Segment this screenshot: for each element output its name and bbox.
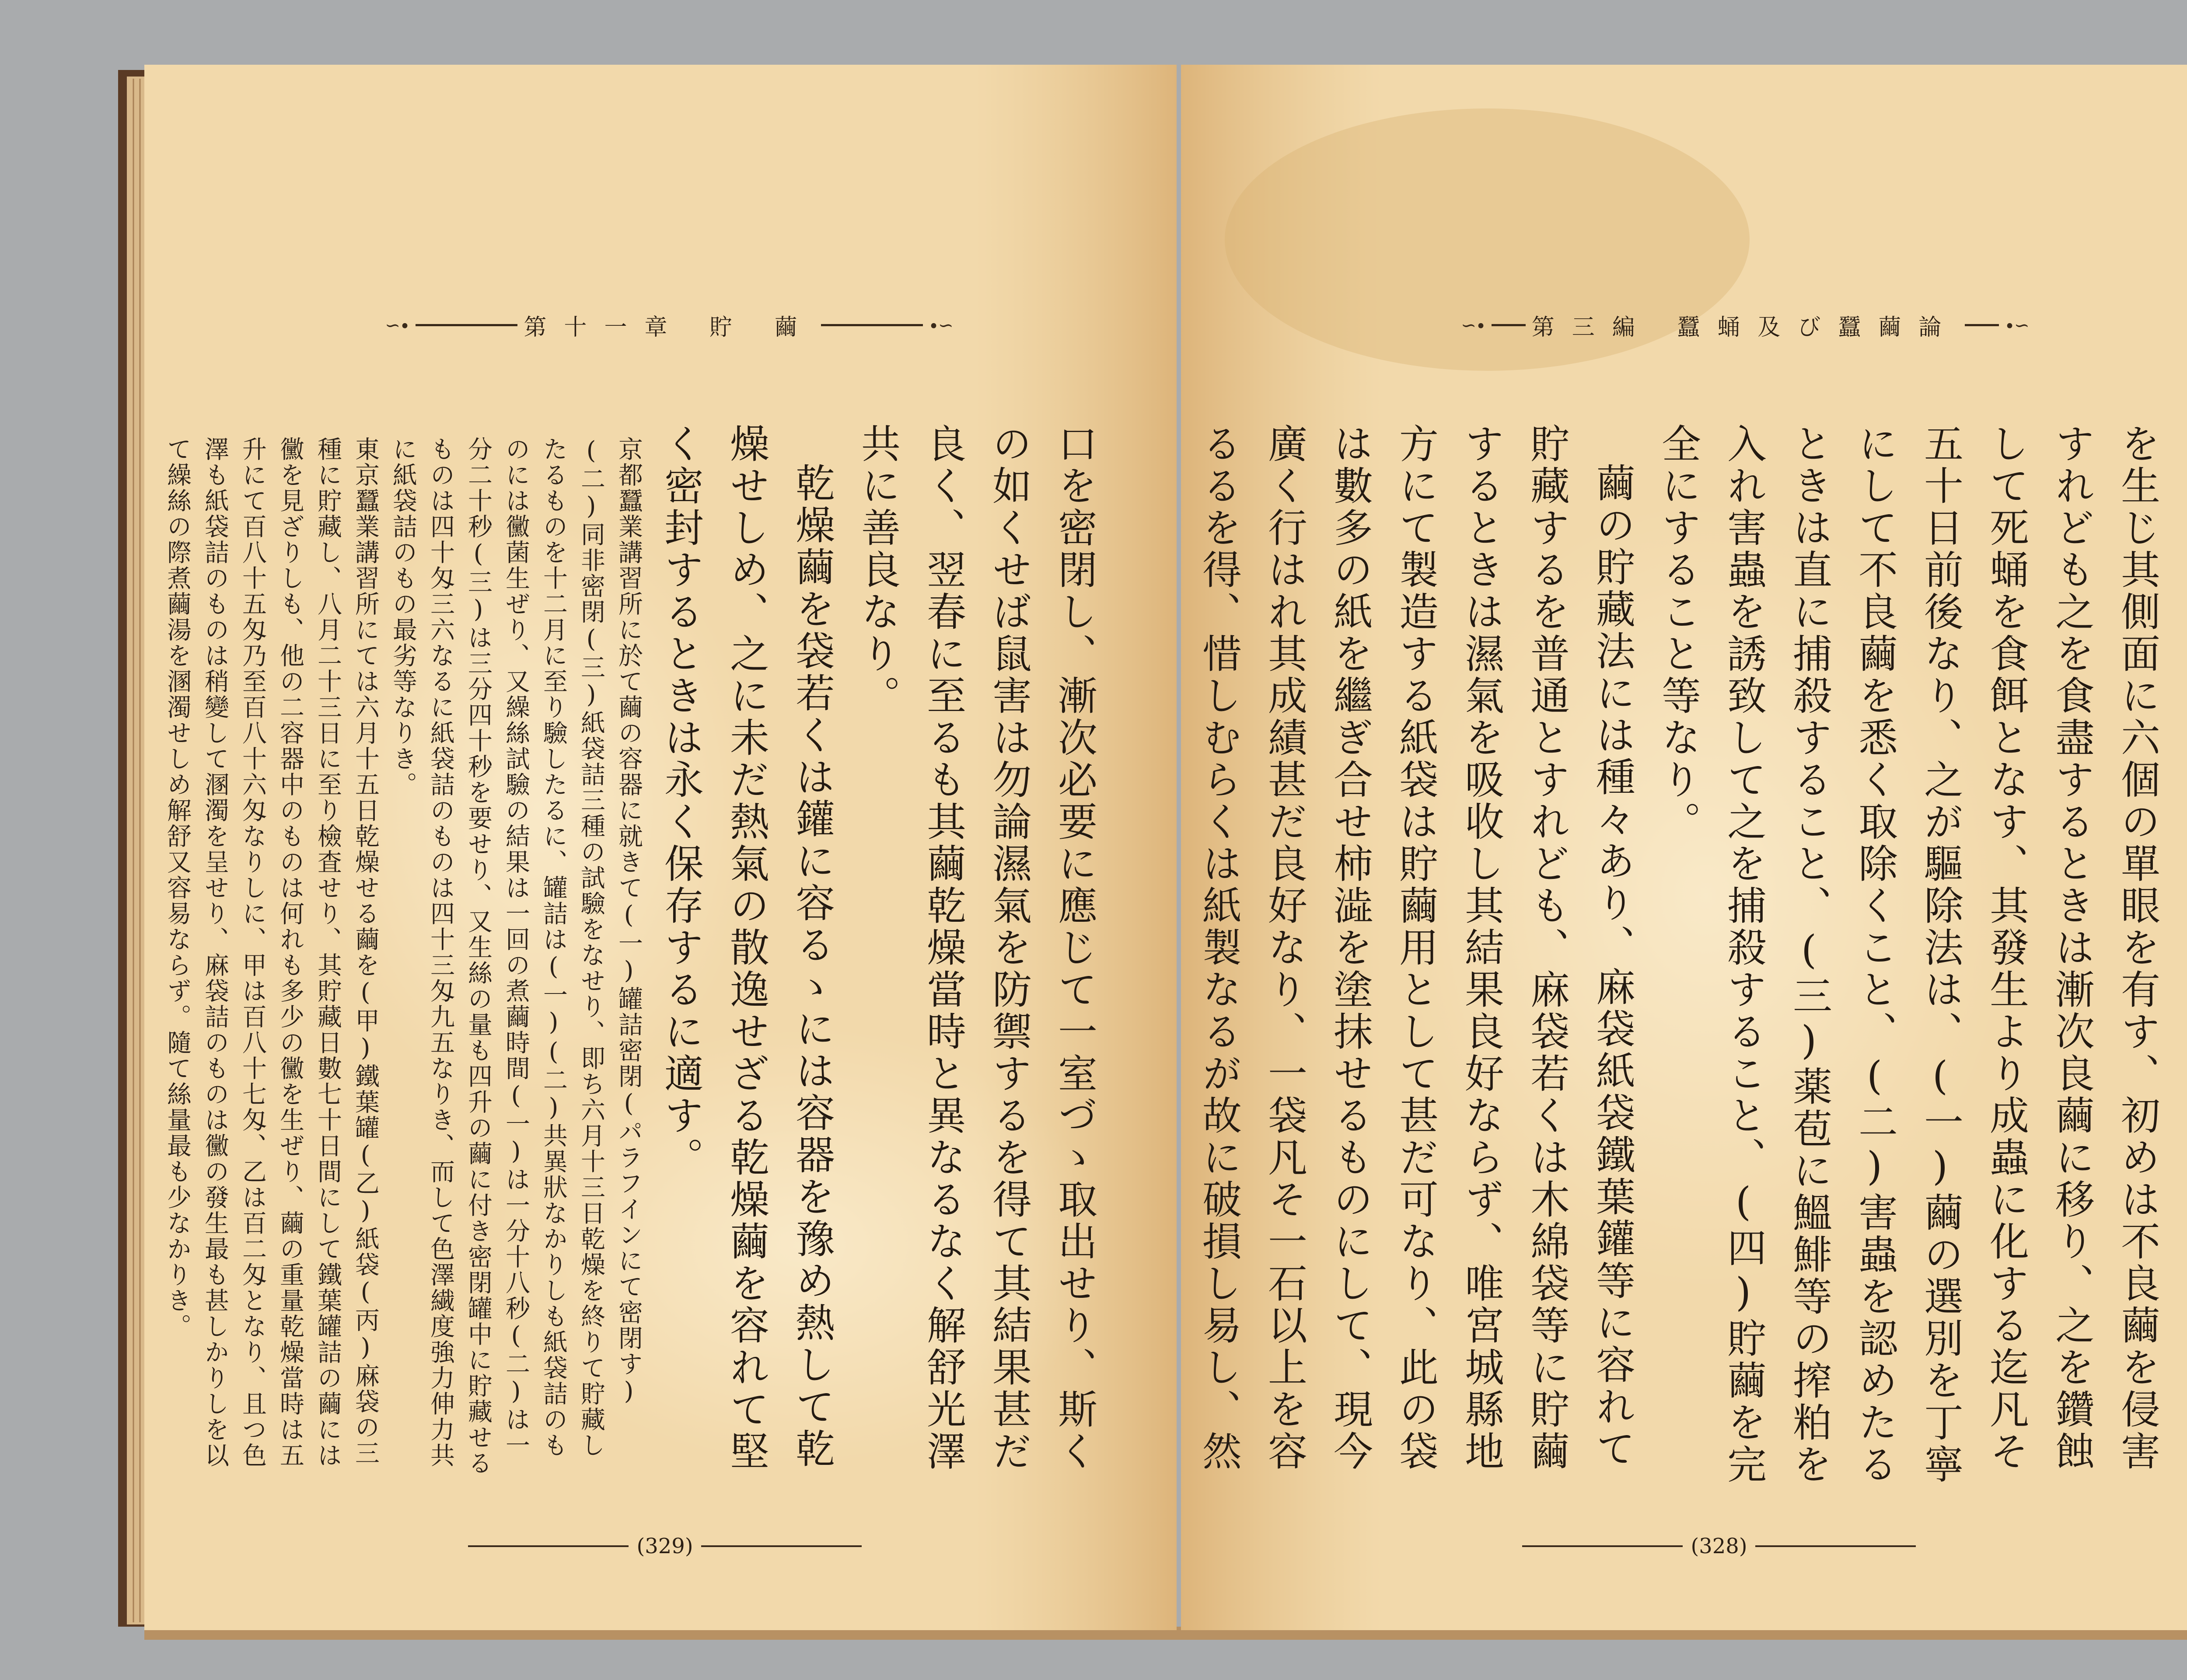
left-note-tokyo: 東京蠶業講習所にては六月十五日乾燥せる繭を(甲)鐵葉罐(乙)紙袋(丙)麻袋の三種に貯藏し、八月二十三日に至り檢査せり、其貯藏日數七十日間にして鐵葉罐詰の繭には黴を見ざりしも、他の二容器中のものは何れも多少の黴を生ぜり、繭の重量乾燥當時は五升にて百八十五匁乃至百八十六匁なりしに、甲は百八十七匁、乙は百二匁となり、且つ色澤も紙袋詰のものは稍變して溷濁を呈せり、麻袋詰のものは黴の發生最も甚しかりしを以て繰絲の際煮繭湯を溷濁せしめ解舒又容易ならず。隨て絲量最も少なかりき。 <box>163 436 380 1468</box>
folio-rule <box>1522 1545 1683 1547</box>
right-header-title: 第三編 蠶蛹及び蠶繭論 <box>1531 314 1959 341</box>
right-folio <box>1522 1534 1916 1558</box>
left-notes <box>163 436 647 1477</box>
left-page-number: (329) <box>636 1534 693 1558</box>
folio-rule <box>701 1545 862 1547</box>
header-rule <box>821 324 923 326</box>
header-rule <box>416 324 518 326</box>
right-page <box>1181 65 2187 1630</box>
right-page-number: (328) <box>1691 1534 1747 1558</box>
folio-rule <box>1755 1545 1916 1547</box>
ornament-right-icon: ∙∽ <box>929 314 954 336</box>
ornament-left-icon: ∽∙ <box>385 314 409 336</box>
left-note-kyoto: 京都蠶業講習所に於て繭の容器に就きて(一)罐詰密閉(パラフインにて密閉す)(二)同非密閉(三)紙袋詰三種の試驗をなせり、即ち六月十三日乾燥を終りて貯藏したるものを十二月に至り驗したるに、罐詰は(一)(二)共異狀なかりしも紙袋詰のものには黴菌生ぜり、又繰絲試驗の結果は一回の煮繭時間(一)は一分十八秒(二)は一分二十秒(三)は三分四十秒を要せり、又生絲の量も四升の繭に付き密閉罐中に貯藏せるものは四十匁三六なるに紙袋詰のものは四十三匁九五なりき、而して色澤繊度強力伸力共に紙袋詰のもの最劣等なりき。 <box>389 436 643 1476</box>
left-body-text <box>652 423 1107 1486</box>
header-rule <box>1965 324 1999 326</box>
left-running-header <box>385 301 954 349</box>
right-running-header <box>1461 301 2030 349</box>
left-header-title: 第十一章 貯 繭 <box>524 314 815 341</box>
left-folio <box>468 1534 862 1558</box>
ornament-right-icon: ∙∽ <box>2005 314 2030 336</box>
right-body-paragraph-2: 繭の貯藏法には種々あり、麻袋紙袋鐵葉鑵等に容れて貯藏するを普通とすれども、麻袋若くは木綿袋等に貯繭するときは濕氣を吸收し其結果良好ならず、唯宮城縣地方にて製造する紙袋は貯繭用として甚だ可なり、此の袋は數多の紙を繼ぎ合せ柿澁を塗抹せるものにして、現今廣く行はれ其成績甚だ良好なり、一袋凡そ一石以上を容るるを得、惜しむらくは紙製なるが故に破損し易し、然 <box>1195 423 1635 1473</box>
left-body-paragraph-2: 乾燥繭を袋若くは鑵に容るゝには容器を豫め熱して乾燥せしめ、之に未だ熱氣の散逸せざる乾燥繭を容れて堅く密封するときは永く保存するに適す。 <box>657 423 835 1473</box>
left-page <box>144 65 1177 1630</box>
header-rule <box>1492 324 1526 326</box>
ornament-left-icon: ∽∙ <box>1461 314 1485 336</box>
right-body-text <box>1195 423 2170 1486</box>
right-body-paragraph-1: を生じ其側面に六個の單眼を有す、初めは不良繭を侵害すれども之を食盡するときは漸次良繭に移り、之を鑽蝕して死蛹を食餌となす、其發生より成蟲に化する迄凡そ五十日前後なり、之が驅除法は、(一)繭の選別を丁寧にして不良繭を悉く取除くこと、(二)害蟲を認めたるときは直に捕殺すること、(三)薬苞に鰮鯡等の搾粕を入れ害蟲を誘致して之を捕殺すること、(四)貯繭を完全にすること等なり。 <box>1655 423 2160 1486</box>
folio-rule <box>468 1545 629 1547</box>
left-body-paragraph-1: 口を密閉し、漸次必要に應じて一室づゝ取出せり、斯くの如くせば鼠害は勿論濕氣を防禦するを得て其結果甚だ良く、翌春に至るも其繭乾燥當時と異なるなく解舒光澤共に善良なり。 <box>854 423 1097 1473</box>
